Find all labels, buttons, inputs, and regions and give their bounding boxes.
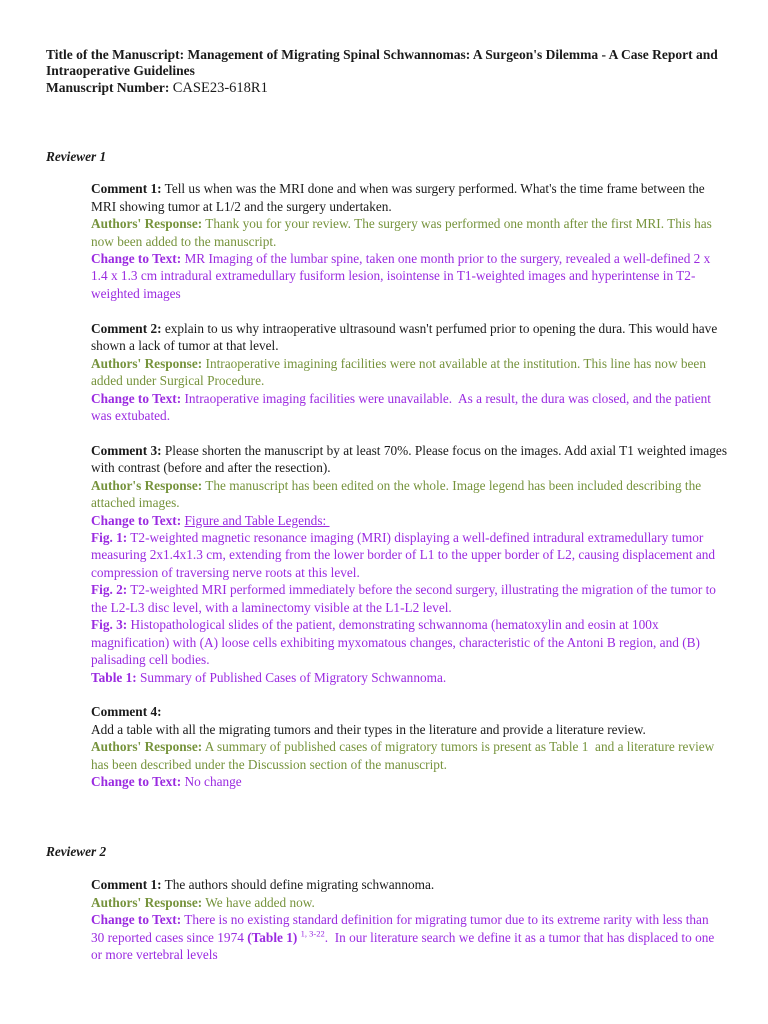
response-line [91,894,714,911]
title-label: Title of the Manuscript: [46,46,185,62]
comment-line [91,876,714,893]
comment-line [91,459,727,476]
response-text: now been added to the manuscript. [91,233,277,249]
comment-text: shown a lack of tumor at that level. [91,338,279,354]
reviewer-1-heading-wrap [46,148,106,165]
comment-line [91,721,727,738]
response-line [91,756,727,773]
comment-label: Comment 1: [91,877,162,893]
comment-block [91,703,727,790]
response-label: Authors' Response: [91,216,203,232]
comment-text: Add a table with all the migrating tumors and their types in the literature and provide a literature review. [91,721,646,737]
comment-text: The authors should define migrating schwannoma. [164,877,435,893]
comment-line [91,442,727,459]
comment-block [91,442,727,686]
response-text: A summary of published cases of migratory tumors is present as Table 1 and a literature review [204,739,715,755]
legend-text: magnification) with (A) loose cells exhibiting myxomatous changes, characteristic of the Antoni B region, and (B) [91,634,700,650]
response-line [91,494,727,511]
comment-text: explain to us why intraoperative ultrasound wasn't perfumed prior to opening the dura. This would have [164,320,718,336]
comment-text: with contrast (before and after the resection). [91,460,331,476]
table-reference: (Table 1) [247,929,298,945]
legend-label: Fig. 3: [91,617,128,633]
response-label: Authors' Response: [91,894,203,910]
response-text: Intraoperative imagining facilities were not available at the institution. This line has now been [205,355,706,371]
manuscript-number: CASE23-618R1 [172,79,268,96]
legend-line [91,669,727,686]
response-text: We have added now. [205,894,315,910]
reviewer-heading: Reviewer 2 [46,844,107,860]
change-label: Change to Text: [91,390,182,406]
change-text: was extubated. [91,407,171,423]
comment-line [91,703,727,720]
legend-label: Fig. 2: [91,582,128,598]
response-text: added under Surgical Procedure. [91,373,265,389]
change-line [91,929,714,946]
change-line [91,512,727,529]
manuscript-title: Management of Migrating Spinal Schwannomas: A Surgeon's Dilemma - A Case Report and [187,46,718,62]
legends-heading: Figure and Table Legends: [184,512,330,528]
reviewer-1-section [91,180,727,790]
change-line [91,285,727,302]
change-line [91,911,714,928]
change-label: Change to Text: [91,251,182,267]
legend-text: palisading cell bodies. [91,652,210,668]
change-text: MR Imaging of the lumbar spine, taken one month prior to the surgery, revealed a well-defined 2 x [184,251,711,267]
response-text: The manuscript has been edited on the whole. Image legend has been included describing the [205,477,702,493]
comment-line [91,320,727,337]
response-line [91,372,727,389]
response-label: Author's Response: [91,477,203,493]
comment-text: Tell us when was the MRI done and when was surgery performed. What's the time frame between the [164,181,705,197]
response-line [91,477,727,494]
legend-text: T2-weighted MRI performed immediately before the second surgery, illustrating the migration of the tumor to [130,582,716,598]
change-line [91,773,727,790]
legend-line [91,651,727,668]
response-label: Authors' Response: [91,739,203,755]
response-text: Thank you for your review. The surgery was performed one month after the first MRI. This has [205,216,712,232]
manuscript-title-line [46,63,718,80]
comment-block [91,180,727,302]
legend-line [91,616,727,633]
change-line [91,250,727,267]
manuscript-number-label: Manuscript Number: [46,79,170,95]
legend-line [91,634,727,651]
change-line [91,946,714,963]
legend-line [91,546,727,563]
reviewer-2-heading-wrap [46,843,106,860]
response-text: attached images. [91,495,180,511]
change-label: Change to Text: [91,512,182,528]
comment-label: Comment 2: [91,320,162,336]
comment-label: Comment 3: [91,442,162,458]
change-text: There is no existing standard definition for migrating tumor due to its extreme rarity with less than [184,912,709,928]
comment-block [91,320,727,425]
manuscript-header [46,47,718,97]
legend-text: the L2-L3 disc level, with a laminectomy visible at the L1-L2 level. [91,599,452,615]
legend-label: Fig. 1: [91,530,128,546]
response-label: Authors' Response: [91,355,203,371]
comment-block [91,876,714,963]
change-text: 30 reported cases since 1974 [91,929,244,945]
response-line [91,355,727,372]
legend-text: compression of traversing nerve roots at this level. [91,564,360,580]
change-text: Intraoperative imaging facilities were unavailable. As a result, the dura was closed, and the patient [184,390,711,406]
manuscript-title-continued: Intraoperative Guidelines [46,63,195,79]
legend-line [91,581,727,598]
change-line [91,390,727,407]
change-line [91,407,727,424]
legend-line [91,599,727,616]
reviewer-heading: Reviewer 1 [46,149,107,165]
change-label: Change to Text: [91,774,182,790]
citation-superscript: 1, 3-22 [300,928,325,939]
comment-text: Please shorten the manuscript by at least 70%. Please focus on the images. Add axial T1 weighted images [164,442,728,458]
response-line [91,738,727,755]
change-text: 1.4 x 1.3 cm intradural extramedullary fusiform lesion, isointense in T1-weighted images and hyperintense in T2- [91,268,696,284]
comment-line [91,198,727,215]
manuscript-number-line [46,80,718,97]
response-text: has been described under the Discussion section of the manuscript. [91,756,447,772]
response-line [91,233,727,250]
legend-text: Histopathological slides of the patient, demonstrating schwannoma (hematoxylin and eosin at 100x [130,617,659,633]
change-text: No change [184,774,242,790]
legend-text: measuring 2x1.4x1.3 cm, extending from the lower border of L1 to the upper border of L2, causing displacement and [91,547,716,563]
change-line [91,267,727,284]
reviewer-2-section [91,876,714,963]
change-label: Change to Text: [91,912,182,928]
comment-line [91,180,727,197]
manuscript-title-line [46,47,718,64]
legend-text: T2-weighted magnetic resonance imaging (MRI) displaying a well-defined intradural extramedullary tumor [130,530,704,546]
comment-text: MRI showing tumor at L1/2 and the surgery undertaken. [91,198,392,214]
change-text: or more vertebral levels [91,947,218,963]
response-line [91,215,727,232]
legend-line [91,529,727,546]
comment-line [91,337,727,354]
legend-text: Summary of Published Cases of Migratory Schwannoma. [140,669,447,685]
change-text: weighted images [91,285,181,301]
change-text: . In our literature search we define it as a tumor that has displaced to one [324,929,715,945]
comment-label: Comment 4: [91,704,162,720]
comment-label: Comment 1: [91,181,162,197]
legend-line [91,564,727,581]
legend-label: Table 1: [91,669,137,685]
